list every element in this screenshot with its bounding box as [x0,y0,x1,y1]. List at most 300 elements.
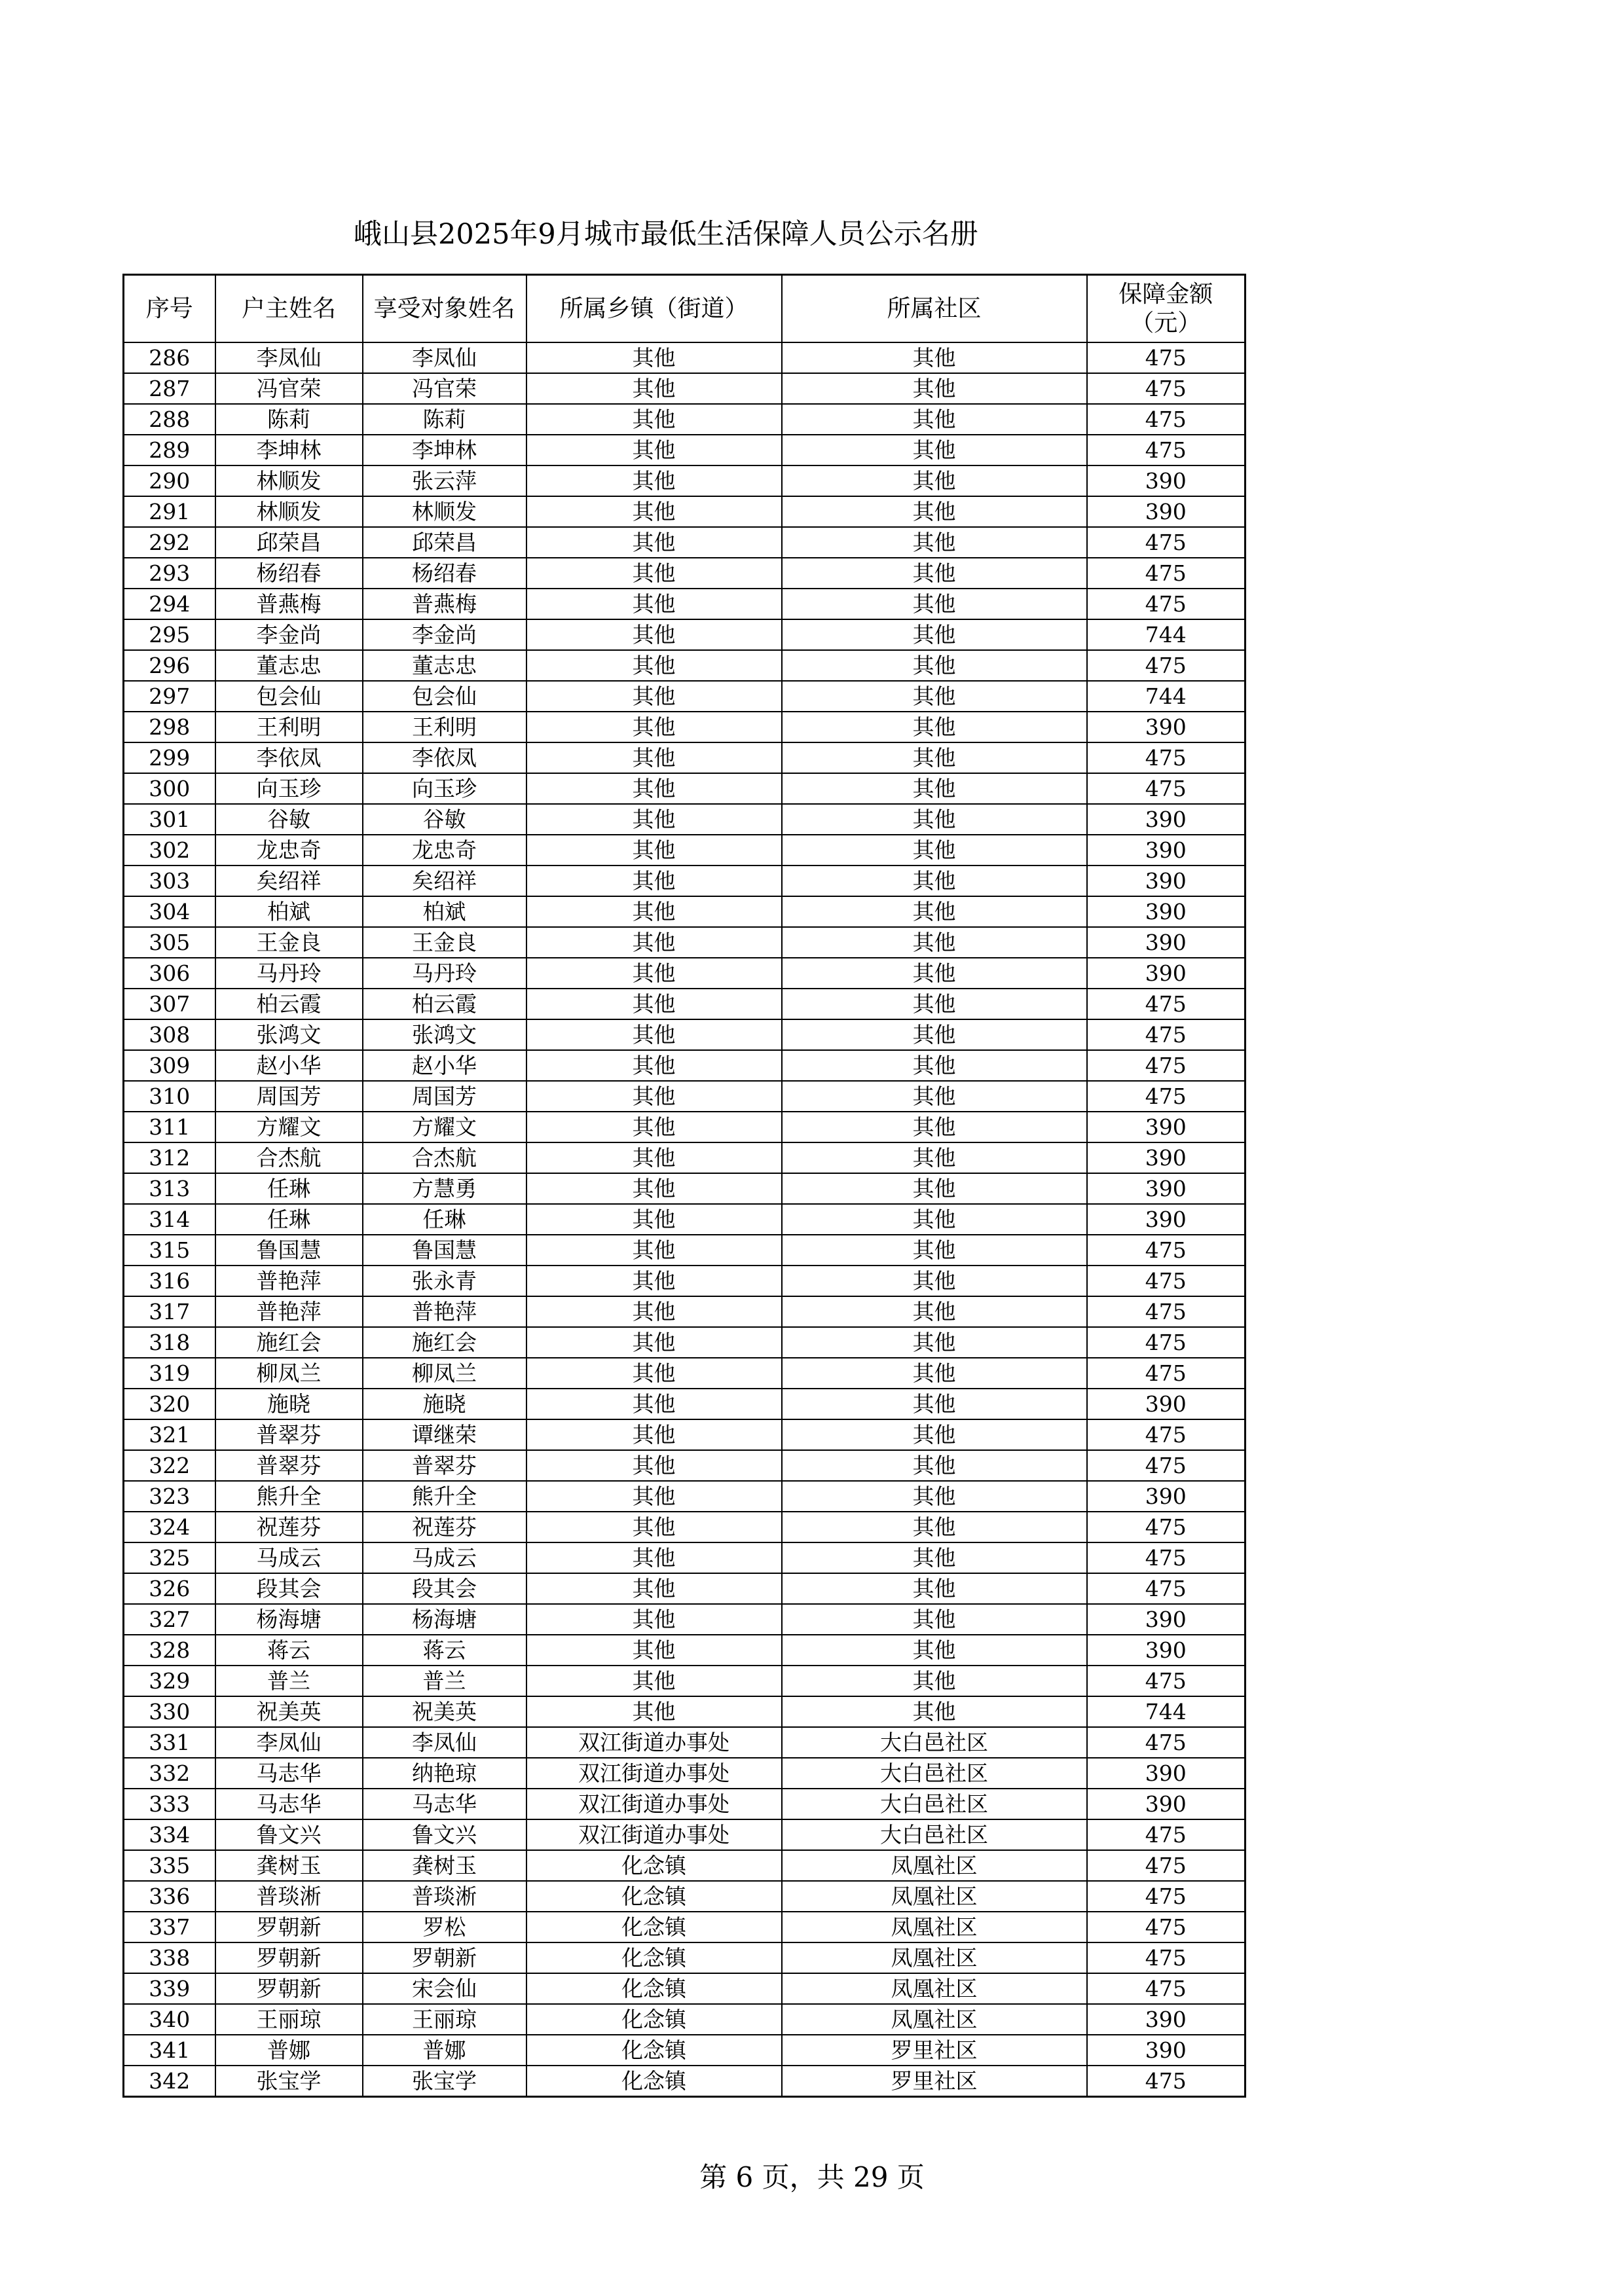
community-cell: 其他 [782,650,1087,681]
household-head-cell: 李依凤 [215,742,363,773]
table-row [124,712,1246,742]
amount-cell: 475 [1087,1942,1246,1973]
household-head-cell: 合杰航 [215,1142,363,1173]
township-cell: 其他 [526,835,782,866]
amount-cell: 390 [1087,927,1246,958]
household-head-cell: 施晓 [215,1389,363,1419]
index-cell: 312 [124,1142,215,1173]
amount-cell: 475 [1087,1542,1246,1573]
recipient-cell: 祝莲芬 [363,1512,526,1542]
amount-cell: 475 [1087,1358,1246,1389]
township-cell: 其他 [526,1019,782,1050]
community-cell: 其他 [782,1296,1087,1327]
recipient-cell: 龚树玉 [363,1850,526,1881]
index-cell: 316 [124,1266,215,1296]
index-cell: 335 [124,1850,215,1881]
community-cell: 其他 [782,866,1087,896]
household-head-cell: 王金良 [215,927,363,958]
community-cell: 其他 [782,681,1087,712]
table-row [124,1019,1246,1050]
amount-cell: 390 [1087,1604,1246,1635]
community-cell: 其他 [782,558,1087,589]
township-cell: 化念镇 [526,1942,782,1973]
index-cell: 308 [124,1019,215,1050]
community-cell: 其他 [782,1266,1087,1296]
household-head-cell: 王利明 [215,712,363,742]
table-row [124,1112,1246,1142]
community-cell: 其他 [782,927,1087,958]
table-row [124,1327,1246,1358]
recipient-cell: 普兰 [363,1666,526,1696]
header-cell-township: 所属乡镇（街道） [526,275,782,343]
recipient-cell: 蒋云 [363,1635,526,1666]
index-cell: 333 [124,1789,215,1819]
table-row [124,1789,1246,1819]
index-cell: 304 [124,896,215,927]
township-cell: 其他 [526,650,782,681]
township-cell: 其他 [526,712,782,742]
community-cell: 其他 [782,1419,1087,1450]
amount-cell: 475 [1087,1819,1246,1850]
amount-cell: 744 [1087,1696,1246,1727]
community-cell: 其他 [782,1112,1087,1142]
community-cell: 其他 [782,742,1087,773]
community-cell: 其他 [782,989,1087,1019]
household-head-cell: 鲁国慧 [215,1235,363,1266]
recipient-cell: 普琰淅 [363,1881,526,1912]
township-cell: 其他 [526,1389,782,1419]
amount-cell: 475 [1087,1727,1246,1758]
recipient-cell: 罗朝新 [363,1942,526,1973]
household-head-cell: 蒋云 [215,1635,363,1666]
recipient-cell: 杨海塘 [363,1604,526,1635]
amount-cell: 475 [1087,1419,1246,1450]
index-cell: 331 [124,1727,215,1758]
household-head-cell: 普翠芬 [215,1419,363,1450]
amount-cell: 475 [1087,1450,1246,1481]
index-cell: 319 [124,1358,215,1389]
table-row [124,404,1246,435]
recipient-cell: 张鸿文 [363,1019,526,1050]
table-row [124,1819,1246,1850]
household-head-cell: 周国芳 [215,1081,363,1112]
index-cell: 325 [124,1542,215,1573]
recipient-cell: 谭继荣 [363,1419,526,1450]
township-cell: 其他 [526,1173,782,1204]
amount-cell: 390 [1087,1789,1246,1819]
header-cell-recipient: 享受对象姓名 [363,275,526,343]
township-cell: 其他 [526,496,782,527]
community-cell: 其他 [782,465,1087,496]
township-cell: 其他 [526,1081,782,1112]
household-head-cell: 马志华 [215,1758,363,1789]
table-row [124,1696,1246,1727]
township-cell: 其他 [526,1635,782,1666]
index-cell: 337 [124,1912,215,1942]
community-cell: 其他 [782,1481,1087,1512]
index-cell: 294 [124,589,215,619]
recipient-cell: 鲁文兴 [363,1819,526,1850]
community-cell: 其他 [782,1450,1087,1481]
index-cell: 286 [124,342,215,373]
recipient-cell: 张永青 [363,1266,526,1296]
township-cell: 化念镇 [526,2004,782,2035]
community-cell: 其他 [782,804,1087,835]
community-cell: 其他 [782,1358,1087,1389]
index-cell: 299 [124,742,215,773]
amount-cell: 390 [1087,804,1246,835]
table-row [124,1635,1246,1666]
community-cell: 其他 [782,896,1087,927]
amount-cell: 390 [1087,1173,1246,1204]
table-row [124,1358,1246,1389]
township-cell: 其他 [526,1266,782,1296]
township-cell: 其他 [526,619,782,650]
township-cell: 其他 [526,1450,782,1481]
index-cell: 334 [124,1819,215,1850]
amount-cell: 475 [1087,1019,1246,1050]
amount-cell: 475 [1087,650,1246,681]
township-cell: 双江街道办事处 [526,1758,782,1789]
table-row [124,1081,1246,1112]
amount-cell: 475 [1087,1881,1246,1912]
recipient-cell: 李金尚 [363,619,526,650]
household-head-cell: 林顺发 [215,465,363,496]
index-cell: 341 [124,2035,215,2066]
community-cell: 其他 [782,1081,1087,1112]
index-cell: 342 [124,2066,215,2097]
index-cell: 296 [124,650,215,681]
household-head-cell: 罗朝新 [215,1973,363,2004]
index-cell: 338 [124,1942,215,1973]
amount-cell: 390 [1087,835,1246,866]
township-cell: 其他 [526,1481,782,1512]
table-row [124,1912,1246,1942]
community-cell: 凤凰社区 [782,1912,1087,1942]
table-row [124,1666,1246,1696]
table-row [124,373,1246,404]
index-cell: 320 [124,1389,215,1419]
recipient-cell: 施红会 [363,1327,526,1358]
township-cell: 其他 [526,1204,782,1235]
township-cell: 其他 [526,989,782,1019]
recipient-cell: 杨绍春 [363,558,526,589]
recipient-cell: 李依凤 [363,742,526,773]
community-cell: 其他 [782,496,1087,527]
recipient-cell: 任琳 [363,1204,526,1235]
amount-cell: 475 [1087,435,1246,465]
household-head-cell: 李金尚 [215,619,363,650]
table-row [124,558,1246,589]
township-cell: 其他 [526,896,782,927]
township-cell: 化念镇 [526,1973,782,2004]
township-cell: 化念镇 [526,2035,782,2066]
header-cell-index: 序号 [124,275,215,343]
amount-cell: 390 [1087,1112,1246,1142]
recipient-cell: 柏斌 [363,896,526,927]
community-cell: 大白邑社区 [782,1789,1087,1819]
community-cell: 其他 [782,1666,1087,1696]
household-head-cell: 冯官荣 [215,373,363,404]
household-head-cell: 柏斌 [215,896,363,927]
township-cell: 其他 [526,527,782,558]
community-cell: 其他 [782,1173,1087,1204]
recipient-cell: 普燕梅 [363,589,526,619]
household-head-cell: 普燕梅 [215,589,363,619]
index-cell: 298 [124,712,215,742]
amount-cell: 390 [1087,496,1246,527]
household-head-cell: 祝莲芬 [215,1512,363,1542]
index-cell: 289 [124,435,215,465]
index-cell: 326 [124,1573,215,1604]
community-cell: 其他 [782,958,1087,989]
recipient-cell: 冯官荣 [363,373,526,404]
amount-cell: 390 [1087,465,1246,496]
index-cell: 288 [124,404,215,435]
township-cell: 其他 [526,1419,782,1450]
community-cell: 凤凰社区 [782,1942,1087,1973]
household-head-cell: 普娜 [215,2035,363,2066]
recipient-cell: 张云萍 [363,465,526,496]
index-cell: 307 [124,989,215,1019]
township-cell: 双江街道办事处 [526,1727,782,1758]
community-cell: 凤凰社区 [782,1973,1087,2004]
amount-cell: 475 [1087,1573,1246,1604]
index-cell: 309 [124,1050,215,1081]
community-cell: 大白邑社区 [782,1727,1087,1758]
community-cell: 其他 [782,1604,1087,1635]
recipient-cell: 向玉珍 [363,773,526,804]
amount-cell: 390 [1087,1481,1246,1512]
recipient-cell: 王金良 [363,927,526,958]
amount-cell: 475 [1087,558,1246,589]
table-header-row [124,275,1246,343]
table-row [124,1296,1246,1327]
recipient-cell: 祝美英 [363,1696,526,1727]
household-head-cell: 施红会 [215,1327,363,1358]
table-row [124,1973,1246,2004]
community-cell: 罗里社区 [782,2035,1087,2066]
household-head-cell: 杨绍春 [215,558,363,589]
table-body [124,342,1246,2097]
table-row [124,1050,1246,1081]
amount-cell: 475 [1087,1050,1246,1081]
community-cell: 其他 [782,1696,1087,1727]
amount-cell: 475 [1087,773,1246,804]
community-cell: 其他 [782,1019,1087,1050]
township-cell: 其他 [526,1512,782,1542]
amount-cell: 475 [1087,989,1246,1019]
community-cell: 其他 [782,373,1087,404]
table-row [124,1573,1246,1604]
township-cell: 其他 [526,866,782,896]
township-cell: 其他 [526,558,782,589]
household-head-cell: 熊升全 [215,1481,363,1512]
index-cell: 303 [124,866,215,896]
recipient-cell: 王利明 [363,712,526,742]
recipient-cell: 李凤仙 [363,342,526,373]
table-row [124,742,1246,773]
amount-cell: 475 [1087,1973,1246,2004]
table-row [124,1450,1246,1481]
recipient-cell: 合杰航 [363,1142,526,1173]
index-cell: 293 [124,558,215,589]
township-cell: 其他 [526,1327,782,1358]
community-cell: 其他 [782,1327,1087,1358]
recipient-cell: 熊升全 [363,1481,526,1512]
table-row [124,1419,1246,1450]
household-head-cell: 任琳 [215,1204,363,1235]
table-row [124,435,1246,465]
table-row [124,958,1246,989]
amount-cell: 475 [1087,1512,1246,1542]
township-cell: 其他 [526,742,782,773]
recipient-cell: 方耀文 [363,1112,526,1142]
index-cell: 317 [124,1296,215,1327]
recipient-cell: 龙忠奇 [363,835,526,866]
table-row [124,1758,1246,1789]
recipient-cell: 邱荣昌 [363,527,526,558]
amount-cell: 475 [1087,373,1246,404]
recipient-cell: 马志华 [363,1789,526,1819]
table-row [124,619,1246,650]
amount-cell: 475 [1087,404,1246,435]
recipient-cell: 李凤仙 [363,1727,526,1758]
household-head-cell: 张鸿文 [215,1019,363,1050]
table-row [124,496,1246,527]
community-cell: 凤凰社区 [782,1881,1087,1912]
township-cell: 其他 [526,1142,782,1173]
index-cell: 336 [124,1881,215,1912]
household-head-cell: 谷敏 [215,804,363,835]
header-cell-community: 所属社区 [782,275,1087,343]
household-head-cell: 李凤仙 [215,342,363,373]
community-cell: 大白邑社区 [782,1758,1087,1789]
index-cell: 340 [124,2004,215,2035]
index-cell: 329 [124,1666,215,1696]
table-row [124,1727,1246,1758]
township-cell: 其他 [526,342,782,373]
table-row [124,1604,1246,1635]
household-head-cell: 马丹玲 [215,958,363,989]
amount-cell: 390 [1087,896,1246,927]
index-cell: 295 [124,619,215,650]
household-head-cell: 陈莉 [215,404,363,435]
community-cell: 其他 [782,1389,1087,1419]
township-cell: 其他 [526,465,782,496]
table-row [124,1142,1246,1173]
index-cell: 330 [124,1696,215,1727]
township-cell: 其他 [526,435,782,465]
community-cell: 大白邑社区 [782,1819,1087,1850]
community-cell: 其他 [782,527,1087,558]
recipient-cell: 宋会仙 [363,1973,526,2004]
page-title: 峨山县2025年9月城市最低生活保障人员公示名册 [354,218,978,251]
township-cell: 其他 [526,804,782,835]
amount-cell: 390 [1087,1758,1246,1789]
recipient-cell: 赵小华 [363,1050,526,1081]
index-cell: 300 [124,773,215,804]
table-row [124,342,1246,373]
township-cell: 其他 [526,1573,782,1604]
recipient-cell: 普娜 [363,2035,526,2066]
household-head-cell: 普艳萍 [215,1296,363,1327]
table-row [124,650,1246,681]
amount-cell: 390 [1087,1635,1246,1666]
household-head-cell: 包会仙 [215,681,363,712]
township-cell: 其他 [526,404,782,435]
recipient-cell: 王丽琼 [363,2004,526,2035]
household-head-cell: 王丽琼 [215,2004,363,2035]
household-head-cell: 赵小华 [215,1050,363,1081]
table-row [124,989,1246,1019]
table-row [124,804,1246,835]
index-cell: 302 [124,835,215,866]
index-cell: 290 [124,465,215,496]
household-head-cell: 林顺发 [215,496,363,527]
township-cell: 其他 [526,589,782,619]
header-cell-household-head: 户主姓名 [215,275,363,343]
table-row [124,2004,1246,2035]
township-cell: 其他 [526,1542,782,1573]
household-head-cell: 李凤仙 [215,1727,363,1758]
recipient-cell: 段其会 [363,1573,526,1604]
header-cell-amount: 保障金额 （元） [1087,275,1246,343]
recipient-cell: 方慧勇 [363,1173,526,1204]
household-head-cell: 邱荣昌 [215,527,363,558]
recipient-cell: 包会仙 [363,681,526,712]
community-cell: 其他 [782,712,1087,742]
table-row [124,927,1246,958]
index-cell: 324 [124,1512,215,1542]
recipient-cell: 林顺发 [363,496,526,527]
amount-cell: 390 [1087,866,1246,896]
recipient-cell: 马丹玲 [363,958,526,989]
community-cell: 罗里社区 [782,2066,1087,2097]
amount-cell: 390 [1087,712,1246,742]
amount-cell: 390 [1087,2004,1246,2035]
amount-cell: 475 [1087,742,1246,773]
index-cell: 318 [124,1327,215,1358]
amount-cell: 475 [1087,1296,1246,1327]
index-cell: 311 [124,1112,215,1142]
index-cell: 339 [124,1973,215,2004]
table-row [124,1881,1246,1912]
index-cell: 305 [124,927,215,958]
amount-cell: 475 [1087,1081,1246,1112]
recipient-cell: 普艳萍 [363,1296,526,1327]
recipient-cell: 纳艳琼 [363,1758,526,1789]
household-head-cell: 董志忠 [215,650,363,681]
amount-cell: 475 [1087,2066,1246,2097]
recipient-cell: 陈莉 [363,404,526,435]
household-head-cell: 普兰 [215,1666,363,1696]
table-row [124,896,1246,927]
community-cell: 其他 [782,773,1087,804]
household-head-cell: 任琳 [215,1173,363,1204]
amount-cell: 475 [1087,1666,1246,1696]
township-cell: 双江街道办事处 [526,1819,782,1850]
index-cell: 323 [124,1481,215,1512]
index-cell: 332 [124,1758,215,1789]
recipient-cell: 张宝学 [363,2066,526,2097]
household-head-cell: 普琰淅 [215,1881,363,1912]
township-cell: 化念镇 [526,1850,782,1881]
household-head-cell: 普翠芬 [215,1450,363,1481]
township-cell: 其他 [526,681,782,712]
community-cell: 其他 [782,1512,1087,1542]
amount-cell: 390 [1087,1204,1246,1235]
